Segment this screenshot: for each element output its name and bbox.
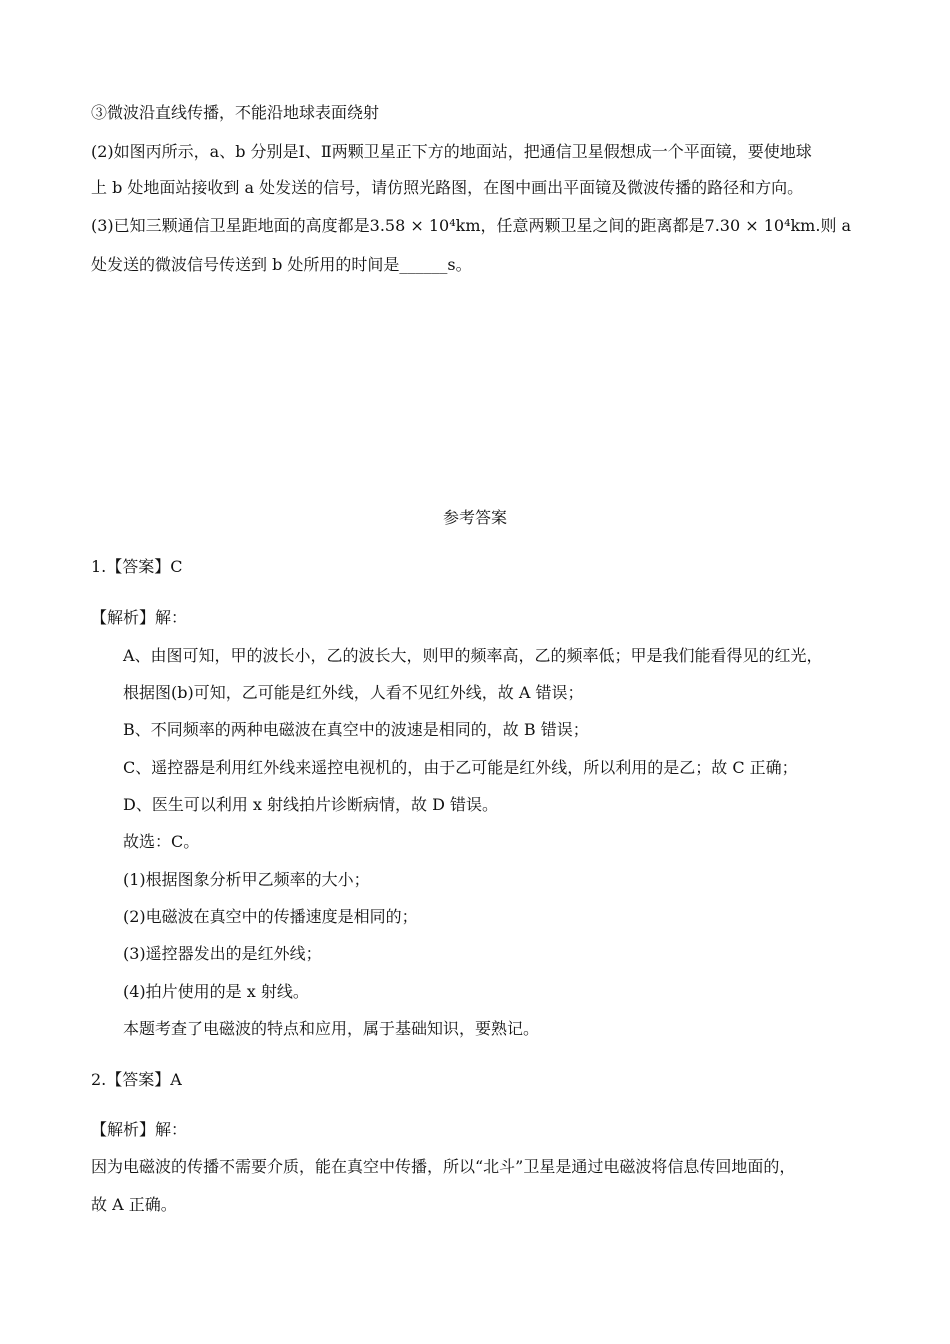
question-2-line-1: (2)如图丙所示，a、b 分别是Ⅰ、Ⅱ两颗卫星正下方的地面站，把通信卫星假想成一个平面镜，要使地球 [91, 142, 812, 161]
answer-2-line: 故 A 正确。 [91, 1195, 177, 1214]
question-3-line-1: (3)已知三颗通信卫星距地面的高度都是3.58 × 10⁴km，任意两颗卫星之间的距离都是7.30 × 10⁴km.则 a [91, 216, 852, 235]
answer-1-line: (2)电磁波在真空中的传播速度是相同的； [123, 907, 418, 926]
answer-2-label: 2.【答案】A [91, 1070, 182, 1089]
answer-2-line: 因为电磁波的传播不需要介质，能在真空中传播，所以“北斗”卫星是通过电磁波将信息传回地面的， [91, 1157, 796, 1176]
question-item-3: ③微波沿直线传播，不能沿地球表面绕射 [91, 103, 380, 122]
answers-heading: 参考答案 [442, 508, 507, 527]
answer-1-line: 根据图(b)可知，乙可能是红外线，人看不见红外线，故 A 错误； [123, 683, 584, 702]
answer-1-line: D、医生可以利用 x 射线拍片诊断病情，故 D 错误。 [123, 795, 499, 814]
answer-1-line: (1)根据图象分析甲乙频率的大小； [123, 870, 370, 889]
answer-2-analysis-label: 【解析】解： [91, 1120, 188, 1139]
answer-1-line: (3)遥控器发出的是红外线； [123, 944, 322, 963]
answer-1-label: 1.【答案】C [91, 557, 183, 576]
answer-1-line: B、不同频率的两种电磁波在真空中的波速是相同的，故 B 错误； [123, 720, 589, 739]
answer-1-analysis-label: 【解析】解： [91, 608, 188, 627]
answer-1-line: (4)拍片使用的是 x 射线。 [123, 982, 309, 1001]
answer-1-line: A、由图可知，甲的波长小，乙的波长大，则甲的频率高，乙的频率低；甲是我们能看得见的红光， [123, 646, 823, 665]
question-2-line-2: 上 b 处地面站接收到 a 处发送的信号，请仿照光路图，在图中画出平面镜及微波传播的路径和方向。 [91, 178, 804, 197]
question-3-line-2: 处发送的微波信号传送到 b 处所用的时间是______s。 [91, 255, 472, 274]
answer-1-line: 故选：C。 [123, 832, 200, 851]
answer-1-line: 本题考查了电磁波的特点和应用，属于基础知识，要熟记。 [123, 1019, 540, 1038]
answer-1-line: C、遥控器是利用红外线来遥控电视机的，由于乙可能是红外线，所以利用的是乙；故 C 正确； [123, 758, 798, 777]
